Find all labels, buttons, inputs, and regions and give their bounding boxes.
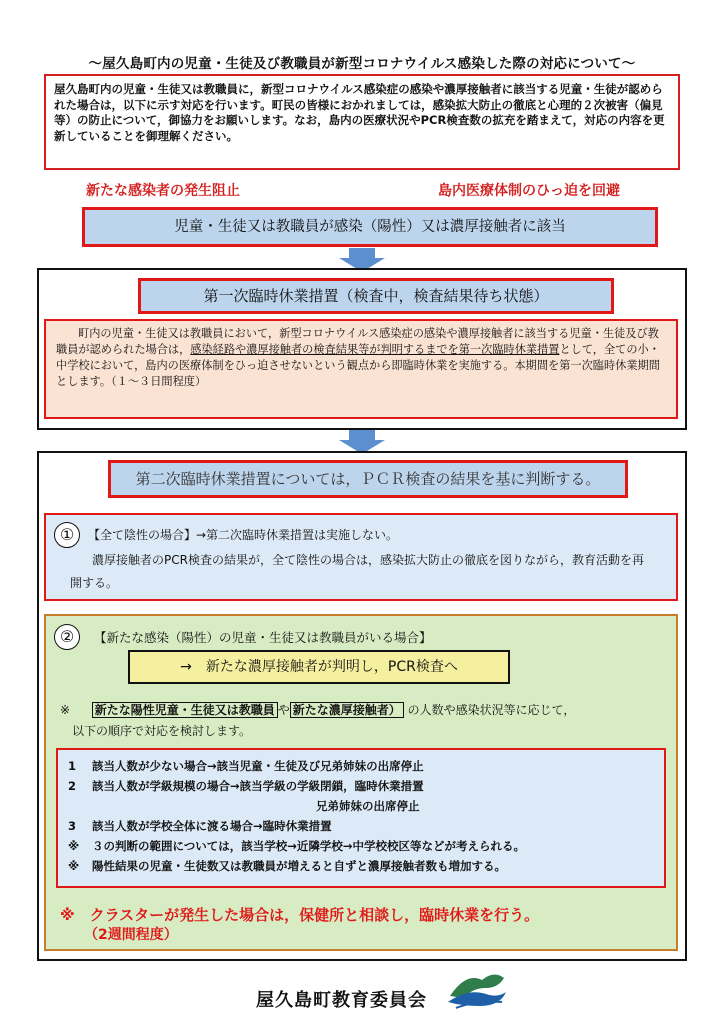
page-title: 〜屋久島町内の児童・生徒及び教職員が新型コロナウイルス感染した際の対応について〜 bbox=[88, 56, 636, 72]
label-right: 島内医療体制のひっ迫を回避 bbox=[438, 183, 620, 199]
steps-box bbox=[56, 748, 666, 888]
step-number: 1 bbox=[68, 759, 77, 773]
phase1-body bbox=[44, 319, 678, 419]
step-number: 2 bbox=[68, 779, 77, 793]
phase1-text-b: として，全ての小・中学校において，島内の医療体制をひっ迫させないという観点から即臨時休業を実施する。本期間を第一次臨時休業期間とします。（１〜３日間程度） bbox=[56, 343, 660, 388]
step-row bbox=[68, 756, 654, 776]
note-rest: の人数や感染状況等に応じて， bbox=[407, 703, 576, 717]
step-number: ※ bbox=[68, 839, 80, 853]
step-text: ３の判断の範囲については，該当学校→近隣学校→中学校校区等などが考えられる。 bbox=[92, 839, 526, 853]
cluster-line1: ※ クラスターが発生した場合は，保健所と相談し，臨時休業を行う。 bbox=[60, 906, 540, 924]
case1-number: ① bbox=[54, 522, 80, 548]
step-text: 該当人数が学級規模の場合→該当学級の学級閉鎖，臨時休業措置 bbox=[92, 779, 424, 793]
step-row bbox=[68, 836, 654, 856]
cluster-line2: （2週間程度） bbox=[84, 927, 178, 943]
label-left: 新たな感染者の発生阻止 bbox=[86, 183, 240, 199]
note-mid: や bbox=[277, 703, 290, 717]
phase1-text-underline: 感染経路や濃厚接触者の検査結果等が判明するまでを第一次臨時休業措置 bbox=[190, 343, 560, 356]
case2-heading: 【新たな感染（陽性）の児童・生徒又は教職員がいる場合】 bbox=[94, 630, 432, 645]
step-text: 陽性結果の児童・生徒数又は教職員が増えると自ずと濃厚接触者数も増加する。 bbox=[92, 859, 506, 873]
intro-box bbox=[44, 74, 680, 170]
town-logo-icon bbox=[446, 966, 508, 1010]
step-row bbox=[68, 776, 654, 796]
case2-note-line2: 以下の順序で対応を検討します。 bbox=[72, 724, 252, 738]
note-mark: ※ bbox=[60, 703, 71, 717]
note-box-positive: 新たな陽性児童・生徒又は教職員 bbox=[92, 702, 278, 718]
step-text: 該当人数が少ない場合→該当児童・生徒及び兄弟姉妹の出席停止 bbox=[92, 759, 424, 773]
phase1-text-a: 町内の児童・生徒又は教職員において，新型コロナウイルス感染症の感染や濃厚接触者に該当する児童・生徒及び教職員が認められた場合は， bbox=[56, 327, 659, 356]
step-row bbox=[68, 796, 654, 816]
condition-box: 児童・生徒又は教職員が感染（陽性）又は濃厚接触者に該当 bbox=[82, 207, 658, 247]
phase1-title: 第一次臨時休業措置（検査中，検査結果待ち状態） bbox=[138, 278, 614, 314]
step-row bbox=[68, 856, 654, 876]
step-row bbox=[68, 816, 654, 836]
intro-text: 屋久島町内の児童・生徒又は教職員に，新型コロナウイルス感染症の感染や濃厚接触者に該当する児童・生徒が認められた場合は，以下に示す対応を行います。町民の皆様におかれましては，感染拡大防止の徹底と心理的２次被害（偏見等）の防止について，御協力をお願いします。なお，島内の医療状況やPCR検査数の拡充を踏まえて，対応の内容を更新していることを御理解ください。 bbox=[54, 82, 665, 143]
step-number: 3 bbox=[68, 819, 77, 833]
phase2-title: 第二次臨時休業措置については，ＰＣＲ検査の結果を基に判断する。 bbox=[108, 460, 628, 498]
new-contact-box: → 新たな濃厚接触者が判明し，PCR検査へ bbox=[128, 650, 510, 684]
step-text: 兄弟姉妹の出席停止 bbox=[316, 799, 420, 813]
note-box-contacts: 新たな濃厚接触者） bbox=[290, 702, 404, 718]
case2-note bbox=[60, 700, 575, 720]
case1-body: 濃厚接触者のPCR検査の結果が，全て陰性の場合は，感染拡大防止の徹底を図りながら，教育活動を再開する。 bbox=[70, 553, 644, 590]
step-text: 該当人数が学校全体に渡る場合→臨時休業措置 bbox=[92, 819, 332, 833]
case2-number: ② bbox=[54, 624, 80, 650]
case1-heading: 【全て陰性の場合】→第二次臨時休業措置は実施しない。 bbox=[88, 528, 399, 542]
footer-org: 屋久島町教育委員会 bbox=[256, 990, 427, 1011]
step-number: ※ bbox=[68, 859, 80, 873]
cluster-note bbox=[60, 905, 660, 945]
